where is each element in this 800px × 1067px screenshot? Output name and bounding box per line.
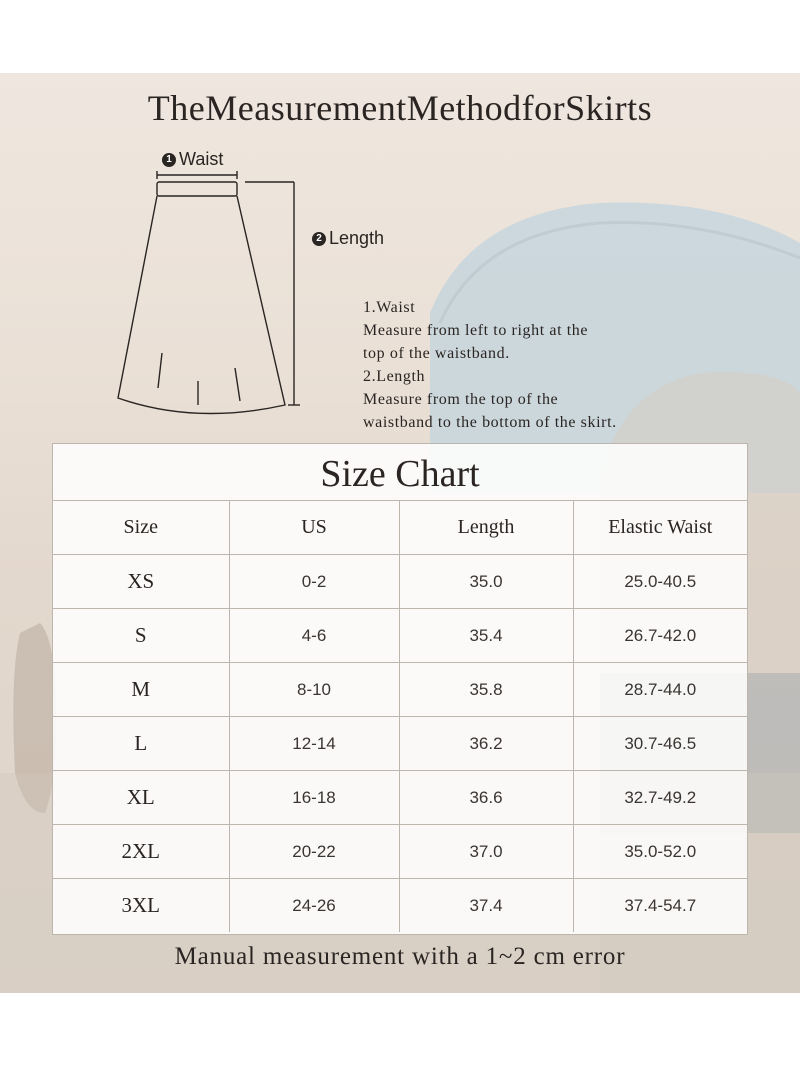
page-title: TheMeasurementMethodforSkirts bbox=[147, 88, 653, 128]
number-two-badge: 2 bbox=[312, 232, 326, 246]
cell-size: XS bbox=[53, 555, 229, 609]
cell-elastic-waist: 37.4-54.7 bbox=[573, 879, 747, 933]
table-header-row bbox=[53, 501, 747, 555]
cell-size: 3XL bbox=[53, 879, 229, 933]
cell-length: 37.0 bbox=[399, 825, 573, 879]
measurement-instructions bbox=[363, 296, 723, 434]
length-label: Length bbox=[329, 228, 385, 248]
size-chart bbox=[52, 443, 748, 935]
measurement-error-note: Manual measurement with a 1~2 cm error bbox=[174, 943, 626, 970]
header-length: Length bbox=[399, 501, 573, 555]
cell-length: 35.8 bbox=[399, 663, 573, 717]
cell-size: S bbox=[53, 609, 229, 663]
table-row bbox=[53, 609, 747, 663]
cell-length: 36.2 bbox=[399, 717, 573, 771]
cell-size: 2XL bbox=[53, 825, 229, 879]
cell-elastic-waist: 30.7-46.5 bbox=[573, 717, 747, 771]
cell-us: 0-2 bbox=[229, 555, 399, 609]
cell-us: 12-14 bbox=[229, 717, 399, 771]
table-row bbox=[53, 717, 747, 771]
cell-size: XL bbox=[53, 771, 229, 825]
instruction-line: Measure from the top of the bbox=[363, 391, 559, 408]
waist-label: Waist bbox=[179, 149, 224, 169]
instruction-line: waistband to the bottom of the skirt. bbox=[363, 414, 617, 431]
table-row bbox=[53, 663, 747, 717]
cell-length: 36.6 bbox=[399, 771, 573, 825]
cell-us: 24-26 bbox=[229, 879, 399, 933]
cell-elastic-waist: 32.7-49.2 bbox=[573, 771, 747, 825]
cell-elastic-waist: 25.0-40.5 bbox=[573, 555, 747, 609]
skirt-outline bbox=[118, 171, 300, 414]
cell-us: 8-10 bbox=[229, 663, 399, 717]
cell-us: 20-22 bbox=[229, 825, 399, 879]
table-row bbox=[53, 771, 747, 825]
cell-size: M bbox=[53, 663, 229, 717]
header-us: US bbox=[229, 501, 399, 555]
length-callout bbox=[312, 228, 384, 249]
size-table bbox=[53, 501, 747, 932]
cell-length: 35.0 bbox=[399, 555, 573, 609]
cell-length: 35.4 bbox=[399, 609, 573, 663]
cell-elastic-waist: 28.7-44.0 bbox=[573, 663, 747, 717]
instruction-line: 2.Length bbox=[363, 368, 426, 385]
cell-length: 37.4 bbox=[399, 879, 573, 933]
header-size: Size bbox=[123, 516, 158, 538]
instruction-line: 1.Waist bbox=[363, 299, 416, 316]
cell-elastic-waist: 26.7-42.0 bbox=[573, 609, 747, 663]
instruction-line: Measure from left to right at the bbox=[363, 322, 589, 339]
table-row bbox=[53, 555, 747, 609]
cell-us: 16-18 bbox=[229, 771, 399, 825]
cell-us: 4-6 bbox=[229, 609, 399, 663]
cell-elastic-waist: 35.0-52.0 bbox=[573, 825, 747, 879]
waist-callout bbox=[162, 149, 223, 170]
instruction-line: top of the waistband. bbox=[363, 345, 510, 362]
size-guide-panel bbox=[0, 73, 800, 993]
number-one-badge: 1 bbox=[162, 153, 176, 167]
cell-size: L bbox=[53, 717, 229, 771]
size-chart-title: Size Chart bbox=[53, 444, 747, 501]
header-elastic-waist: Elastic Waist bbox=[573, 501, 747, 555]
table-row bbox=[53, 825, 747, 879]
table-row bbox=[53, 879, 747, 933]
